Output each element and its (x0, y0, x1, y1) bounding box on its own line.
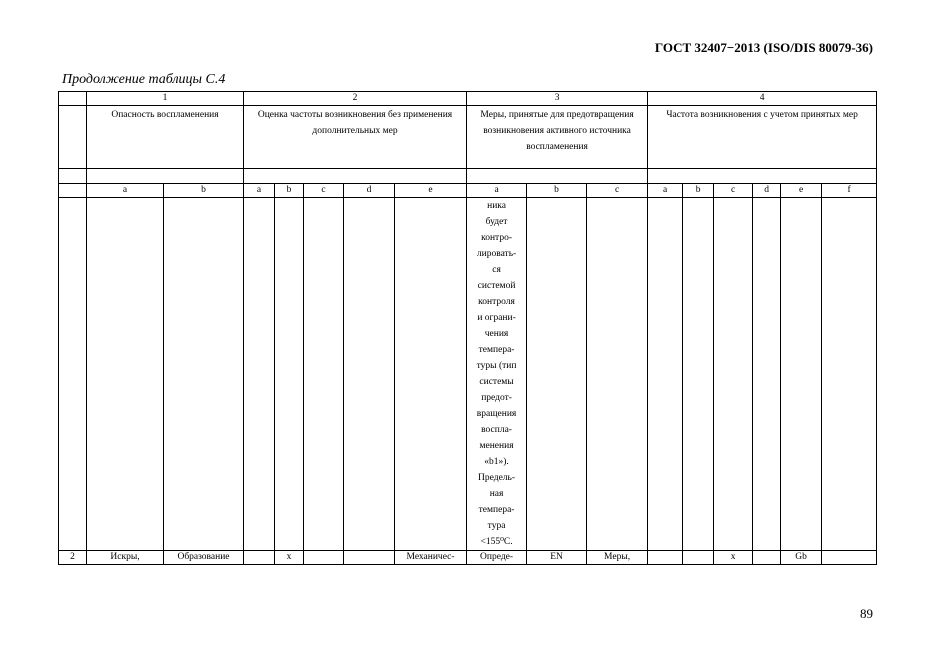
table-cell (648, 198, 683, 551)
continuation-line: воспла- (481, 425, 512, 435)
table-cell (683, 198, 714, 551)
spacer-row (59, 169, 877, 184)
sub-header: b (683, 184, 714, 198)
sub-header: c (714, 184, 753, 198)
table-cell (822, 198, 877, 551)
continuation-line: системой (477, 281, 516, 291)
table-cell (164, 198, 244, 551)
table-cell (714, 198, 753, 551)
table-cell (344, 198, 395, 551)
continuation-line: контроля (478, 297, 515, 307)
group-title-4: Частота возникновения с учетом принятых мер (648, 106, 877, 169)
sub-header: d (344, 184, 395, 198)
spacer-cell (467, 169, 648, 184)
continuation-line: лировать- (476, 249, 517, 259)
sub-header-row (59, 184, 877, 198)
table-cell: Gb (781, 551, 822, 565)
header-cell-num (59, 92, 87, 106)
sub-header: b (527, 184, 587, 198)
row-number: 2 (59, 551, 87, 565)
group-number-1: 1 (87, 92, 244, 106)
table-cell (753, 198, 781, 551)
table-cell (753, 551, 781, 565)
page-number: 89 (860, 606, 873, 621)
continuation-line: будет (485, 217, 508, 227)
table-cell: Опреде- (467, 551, 527, 565)
continuation-line: туры (тип (476, 361, 517, 371)
table-cell (781, 198, 822, 551)
group-number-2: 2 (244, 92, 467, 106)
sub-header: e (395, 184, 467, 198)
table-cell (59, 198, 87, 551)
table-c4 (58, 91, 877, 565)
table-cell: Меры, (587, 551, 648, 565)
table-cell: Механичес- (395, 551, 467, 565)
sub-header: a (244, 184, 275, 198)
spacer-cell (87, 169, 244, 184)
title-cell-num (59, 106, 87, 169)
continuation-line: ная (489, 489, 504, 499)
group-title-3: Меры, принятые для предотвращения возникновения активного источника воспламенения (467, 106, 648, 169)
table-cell: x (275, 551, 304, 565)
sub-header: e (781, 184, 822, 198)
table-cell: Образование (164, 551, 244, 565)
table-cell (304, 198, 344, 551)
table-row-continuation (59, 198, 877, 551)
continuation-line: «b1»). (484, 457, 509, 467)
table-cell (244, 198, 275, 551)
sub-header-num (59, 184, 87, 198)
group-number-row (59, 92, 877, 106)
spacer-cell (244, 169, 467, 184)
table-cell (683, 551, 714, 565)
table-row-2 (59, 551, 877, 565)
group-number-4: 4 (648, 92, 877, 106)
table-caption: Продолжение таблицы С.4 (62, 72, 226, 87)
continuation-measures-cell (467, 198, 527, 551)
sub-header: f (822, 184, 877, 198)
table-cell (822, 551, 877, 565)
table-cell (304, 551, 344, 565)
table-cell (244, 551, 275, 565)
continuation-line: темпера- (478, 345, 515, 355)
group-title-1: Опасность воспламенения (87, 106, 244, 169)
continuation-line: и ограни- (477, 313, 516, 323)
group-title-row (59, 106, 877, 169)
table-cell (87, 198, 164, 551)
table-cell (395, 198, 467, 551)
continuation-line: ся (492, 265, 501, 275)
table-cell: Искры, (87, 551, 164, 565)
table-cell (648, 551, 683, 565)
table-cell (527, 198, 587, 551)
continuation-line: системы (479, 377, 514, 387)
continuation-line: темпера- (478, 505, 515, 515)
spacer-cell (59, 169, 87, 184)
sub-header: b (164, 184, 244, 198)
group-number-3: 3 (467, 92, 648, 106)
table-cell (275, 198, 304, 551)
continuation-line: предот- (481, 393, 512, 403)
continuation-line: тура (487, 521, 506, 531)
continuation-line: менения (479, 441, 514, 451)
continuation-line: Предель- (478, 473, 516, 483)
document-header: ГОСТ 32407−2013 (ISO/DIS 80079-36) (654, 40, 873, 55)
sub-header: d (753, 184, 781, 198)
sub-header: c (587, 184, 648, 198)
table-cell (344, 551, 395, 565)
spacer-cell (648, 169, 877, 184)
continuation-line: ника (487, 201, 506, 211)
sub-header: a (467, 184, 527, 198)
sub-header: b (275, 184, 304, 198)
table-cell (587, 198, 648, 551)
sub-header: a (648, 184, 683, 198)
sub-header: c (304, 184, 344, 198)
group-title-2: Оценка частоты возникновения без применения дополнительных мер (244, 106, 467, 169)
continuation-line: <155⁰С. (480, 537, 513, 547)
sub-header: a (87, 184, 164, 198)
continuation-line: чения (484, 329, 509, 339)
continuation-line: контро- (481, 233, 512, 243)
continuation-line: вращения (476, 409, 517, 419)
table-cell: x (714, 551, 753, 565)
table-cell: EN (527, 551, 587, 565)
